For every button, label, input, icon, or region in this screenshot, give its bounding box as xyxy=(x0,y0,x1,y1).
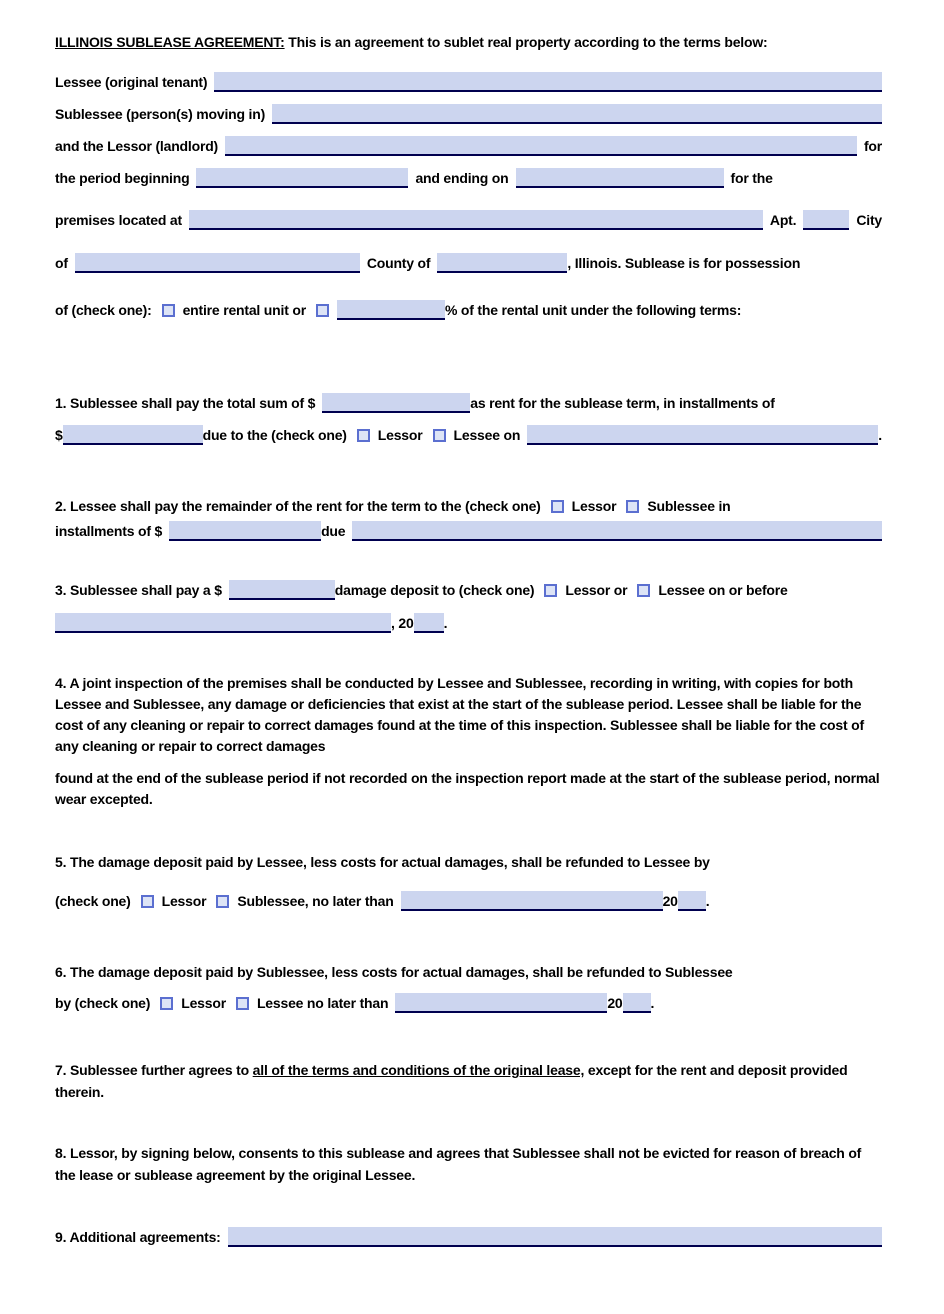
city-label: City xyxy=(856,212,882,228)
sublessee-refund-year-field[interactable] xyxy=(623,993,651,1013)
section1-line2 xyxy=(55,425,882,445)
premises-row xyxy=(55,210,882,230)
sublessee-name-field[interactable] xyxy=(272,104,882,124)
entire-unit-checkbox[interactable] xyxy=(162,304,175,317)
county-name-field[interactable] xyxy=(437,253,567,273)
s6-no-later-label: Lessee no later than xyxy=(256,995,389,1011)
lessee-refund-sublessee-checkbox[interactable] xyxy=(216,895,229,908)
section4-paragraph-2: found at the end of the sublease period if not recorded on the inspection report made at the start of the sublease period, normal wear excepted. xyxy=(55,770,880,807)
s6-twenty-text: 20 xyxy=(607,995,623,1011)
unit-type-row xyxy=(55,300,882,320)
period-end-date-field[interactable] xyxy=(516,168,724,188)
lessee-row xyxy=(55,72,882,92)
section5-line2 xyxy=(55,891,882,911)
s1-dollar-sign: $ xyxy=(55,427,63,443)
period-beginning-label: the period beginning xyxy=(55,170,190,186)
s1-lessor-label: Lessor xyxy=(377,427,423,443)
deposit-due-year-field[interactable] xyxy=(414,613,444,633)
s6-period: . xyxy=(650,995,655,1011)
of-check-one-label: of (check one): xyxy=(55,302,152,318)
apt-number-field[interactable] xyxy=(803,210,849,230)
apt-label: Apt. xyxy=(769,212,797,228)
premises-address-field[interactable] xyxy=(189,210,763,230)
title-heading: ILLINOIS SUBLEASE AGREEMENT: xyxy=(55,34,285,50)
section9-row xyxy=(55,1227,882,1247)
lessee-label: Lessee (original tenant) xyxy=(55,74,208,90)
section2-line2 xyxy=(55,521,882,541)
of-label: of xyxy=(55,255,68,271)
lessee-name-field[interactable] xyxy=(214,72,882,92)
s1-period: . xyxy=(878,427,882,443)
damage-deposit-amount-field[interactable] xyxy=(229,580,335,600)
s9-additional-agreements-label: 9. Additional agreements: xyxy=(55,1229,221,1245)
s2-due-label: due xyxy=(321,523,346,539)
premises-label: premises located at xyxy=(55,212,182,228)
s5-check-one-label: (check one) xyxy=(55,893,131,909)
deposit-due-date-field[interactable] xyxy=(55,613,391,633)
sublessee-refund-lessor-checkbox[interactable] xyxy=(160,997,173,1010)
lessor-row xyxy=(55,136,882,156)
section3-line1 xyxy=(55,580,882,600)
rent-due-lessor-checkbox[interactable] xyxy=(357,429,370,442)
lessor-label: and the Lessor (landlord) xyxy=(55,138,219,154)
s2-intro-text: 2. Lessee shall pay the remainder of the rent for the term to the (check one) xyxy=(55,498,541,514)
s1-due-to-label: due to the (check one) xyxy=(202,427,347,443)
s1-lessee-on-label: Lessee on xyxy=(453,427,521,443)
and-ending-on-label: and ending on xyxy=(415,170,509,186)
for-text: for xyxy=(863,138,882,154)
for-the-text: for the xyxy=(730,170,773,186)
section6-line1: 6. The damage deposit paid by Sublessee, less costs for actual damages, shall be refunded to Sublessee xyxy=(55,964,733,980)
s3-period: . xyxy=(443,615,448,631)
lessor-name-field[interactable] xyxy=(225,136,857,156)
additional-agreements-field[interactable] xyxy=(228,1227,882,1247)
city-county-row xyxy=(55,253,882,273)
sublessee-refund-lessee-checkbox[interactable] xyxy=(236,997,249,1010)
s5-period: . xyxy=(705,893,710,909)
period-start-date-field[interactable] xyxy=(196,168,408,188)
percent-terms-text: % of the rental unit under the following terms: xyxy=(444,302,742,318)
total-rent-field[interactable] xyxy=(322,393,470,413)
document-title xyxy=(55,30,787,55)
section1-line1 xyxy=(55,393,882,413)
s5-lessor-label: Lessor xyxy=(161,893,207,909)
s1-rent-term-text: as rent for the sublease term, in installments of xyxy=(470,395,775,411)
s2-lessor-label: Lessor xyxy=(571,498,617,514)
s7-text-end: except for the rent and deposit provided therein. xyxy=(55,1062,848,1100)
rent-due-lessee-checkbox[interactable] xyxy=(433,429,446,442)
entire-unit-label: entire rental unit or xyxy=(182,302,306,318)
s2-installments-label: installments of $ xyxy=(55,523,163,539)
s6-lessor-label: Lessor xyxy=(181,995,226,1011)
section7-paragraph xyxy=(55,1059,882,1103)
s1-total-sum-label: 1. Sublessee shall pay the total sum of $ xyxy=(55,395,316,411)
section8-paragraph: 8. Lessor, by signing below, consents to this sublease and agrees that Sublessee shall not be evicted for reason of breach of the lease or sublease agreement by the original Lessee. xyxy=(55,1145,862,1183)
s7-underlined-clause: all of the terms and conditions of the original lease, xyxy=(252,1062,585,1078)
s6-by-check-one-label: by (check one) xyxy=(55,995,151,1011)
s2-sublessee-in-label: Sublessee in xyxy=(647,498,731,514)
section4-paragraph-1: 4. A joint inspection of the premises shall be conducted by Lessee and Sublessee, recording in writing, with copies for both Lessee and Sublessee, any damage or deficiencies that exist at the start of the sublease period. Lessee shall be liable for the cost of any cleaning or repair to correct damages found at the time of this inspection. Sublessee shall be liable for the cost of any cleaning or repair to correct damages xyxy=(55,675,864,754)
sublessee-label: Sublessee (person(s) moving in) xyxy=(55,106,266,122)
sublessee-row xyxy=(55,104,882,124)
remainder-sublessee-checkbox[interactable] xyxy=(626,500,639,513)
city-name-field[interactable] xyxy=(75,253,360,273)
remainder-installment-field[interactable] xyxy=(169,521,321,541)
lessee-refund-date-field[interactable] xyxy=(401,891,663,911)
county-of-label: County of xyxy=(366,255,431,271)
s7-text-start: 7. Sublessee further agrees to xyxy=(55,1062,249,1078)
rent-due-date-field[interactable] xyxy=(527,425,878,445)
s3-pay-label: 3. Sublessee shall pay a $ xyxy=(55,582,222,598)
deposit-lessor-checkbox[interactable] xyxy=(544,584,557,597)
rental-percentage-field[interactable] xyxy=(337,300,445,320)
s5-twenty-text: 20 xyxy=(662,893,678,909)
section6-line2 xyxy=(55,993,882,1013)
s3-comma-20-text: , 20 xyxy=(391,615,414,631)
lessee-refund-lessor-checkbox[interactable] xyxy=(141,895,154,908)
section2-line1 xyxy=(55,496,882,516)
section3-line2 xyxy=(55,613,882,633)
period-row xyxy=(55,168,882,188)
s3-deposit-to-label: damage deposit to (check one) xyxy=(334,582,535,598)
remainder-due-field[interactable] xyxy=(352,521,882,541)
title-intro-text: This is an agreement to sublet real property according to the terms below: xyxy=(288,34,768,50)
sublessee-refund-date-field[interactable] xyxy=(395,993,607,1013)
installment-amount-field[interactable] xyxy=(63,425,203,445)
lessee-refund-year-field[interactable] xyxy=(678,891,706,911)
partial-unit-checkbox[interactable] xyxy=(316,304,329,317)
s3-lessee-before-label: Lessee on or before xyxy=(658,582,788,598)
deposit-lessee-checkbox[interactable] xyxy=(637,584,650,597)
section5-line1: 5. The damage deposit paid by Lessee, less costs for actual damages, shall be refunded to Lessee by xyxy=(55,854,710,870)
s5-no-later-label: Sublessee, no later than xyxy=(237,893,394,909)
remainder-lessor-checkbox[interactable] xyxy=(551,500,564,513)
illinois-possession-text: , Illinois. Sublease is for possession xyxy=(567,255,801,271)
s3-lessor-or-label: Lessor or xyxy=(565,582,628,598)
